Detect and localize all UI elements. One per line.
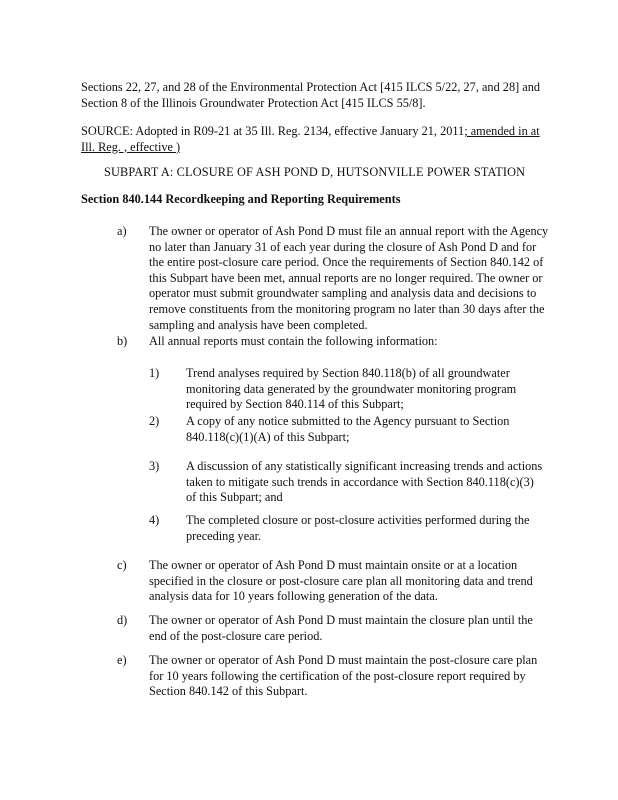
section-heading: Section 840.144 Recordkeeping and Reporting Requirements <box>81 192 401 206</box>
item-label-b: b) <box>117 334 128 348</box>
subpart-title: SUBPART A: CLOSURE OF ASH POND D, HUTSONVILLE POWER STATION <box>104 165 526 179</box>
subitem-label-4: 4) <box>149 513 160 527</box>
item-label-a: a) <box>117 224 127 238</box>
subitem-text-2: A copy of any notice submitted to the Agency pursuant to Section 840.118(c)(1)(A) of this Subpart; <box>186 414 510 444</box>
item-text-d: The owner or operator of Ash Pond D must maintain the closure plan until the end of the post-closure care period. <box>149 613 533 643</box>
authority-paragraph: Sections 22, 27, and 28 of the Environmental Protection Act [415 ILCS 5/22, 27, and 28] and Section 8 of the Illinois Groundwater Protection Act [415 ILCS 55/8]. <box>81 80 541 110</box>
item-label-e: e) <box>117 653 127 667</box>
source-note <box>81 124 551 155</box>
item-text-c: The owner or operator of Ash Pond D must maintain onsite or at a location specified in the closure or post-closure care plan all monitoring data and trend analysis data for 10 years following generation of the data. <box>149 558 533 604</box>
item-text-a: The owner or operator of Ash Pond D must file an annual report with the Agency no later than January 31 of each year during the closure of Ash Pond D and for the entire post-closure care period. Once the requirements of Section 840.142 of this Subpart have been met, annual reports are no longer required. The owner or operator must submit groundwater sampling and analysis data and decisions to remove constituents from the monitoring program no later than 30 days after the sampling and analysis have been completed. <box>149 224 549 332</box>
subitem-label-1: 1) <box>149 366 160 380</box>
source-text: SOURCE: Adopted in R09-21 at 35 Ill. Reg. 2134, effective January 21, 2011 <box>81 124 465 138</box>
item-label-d: d) <box>117 613 128 627</box>
item-label-c: c) <box>117 558 127 572</box>
subitem-text-4: The completed closure or post-closure activities performed during the preceding year. <box>186 513 530 543</box>
subitem-text-3: A discussion of any statistically significant increasing trends and actions taken to mitigate such trends in accordance with Section 840.118(c)(3) of this Subpart; and <box>186 459 543 505</box>
subitem-label-2: 2) <box>149 414 160 428</box>
subitem-text-1: Trend analyses required by Section 840.118(b) of all groundwater monitoring data generated by the groundwater monitoring program required by Section 840.114 of this Subpart; <box>186 366 517 412</box>
subitem-label-3: 3) <box>149 459 160 473</box>
item-text-b: All annual reports must contain the following information: <box>149 334 438 348</box>
item-text-e: The owner or operator of Ash Pond D must maintain the post-closure care plan for 10 years following the certification of the post-closure report required by Section 840.142 of this Subpart. <box>149 653 538 699</box>
source-amendment: ; amended in at Ill. Reg. , effective ) <box>81 124 540 154</box>
